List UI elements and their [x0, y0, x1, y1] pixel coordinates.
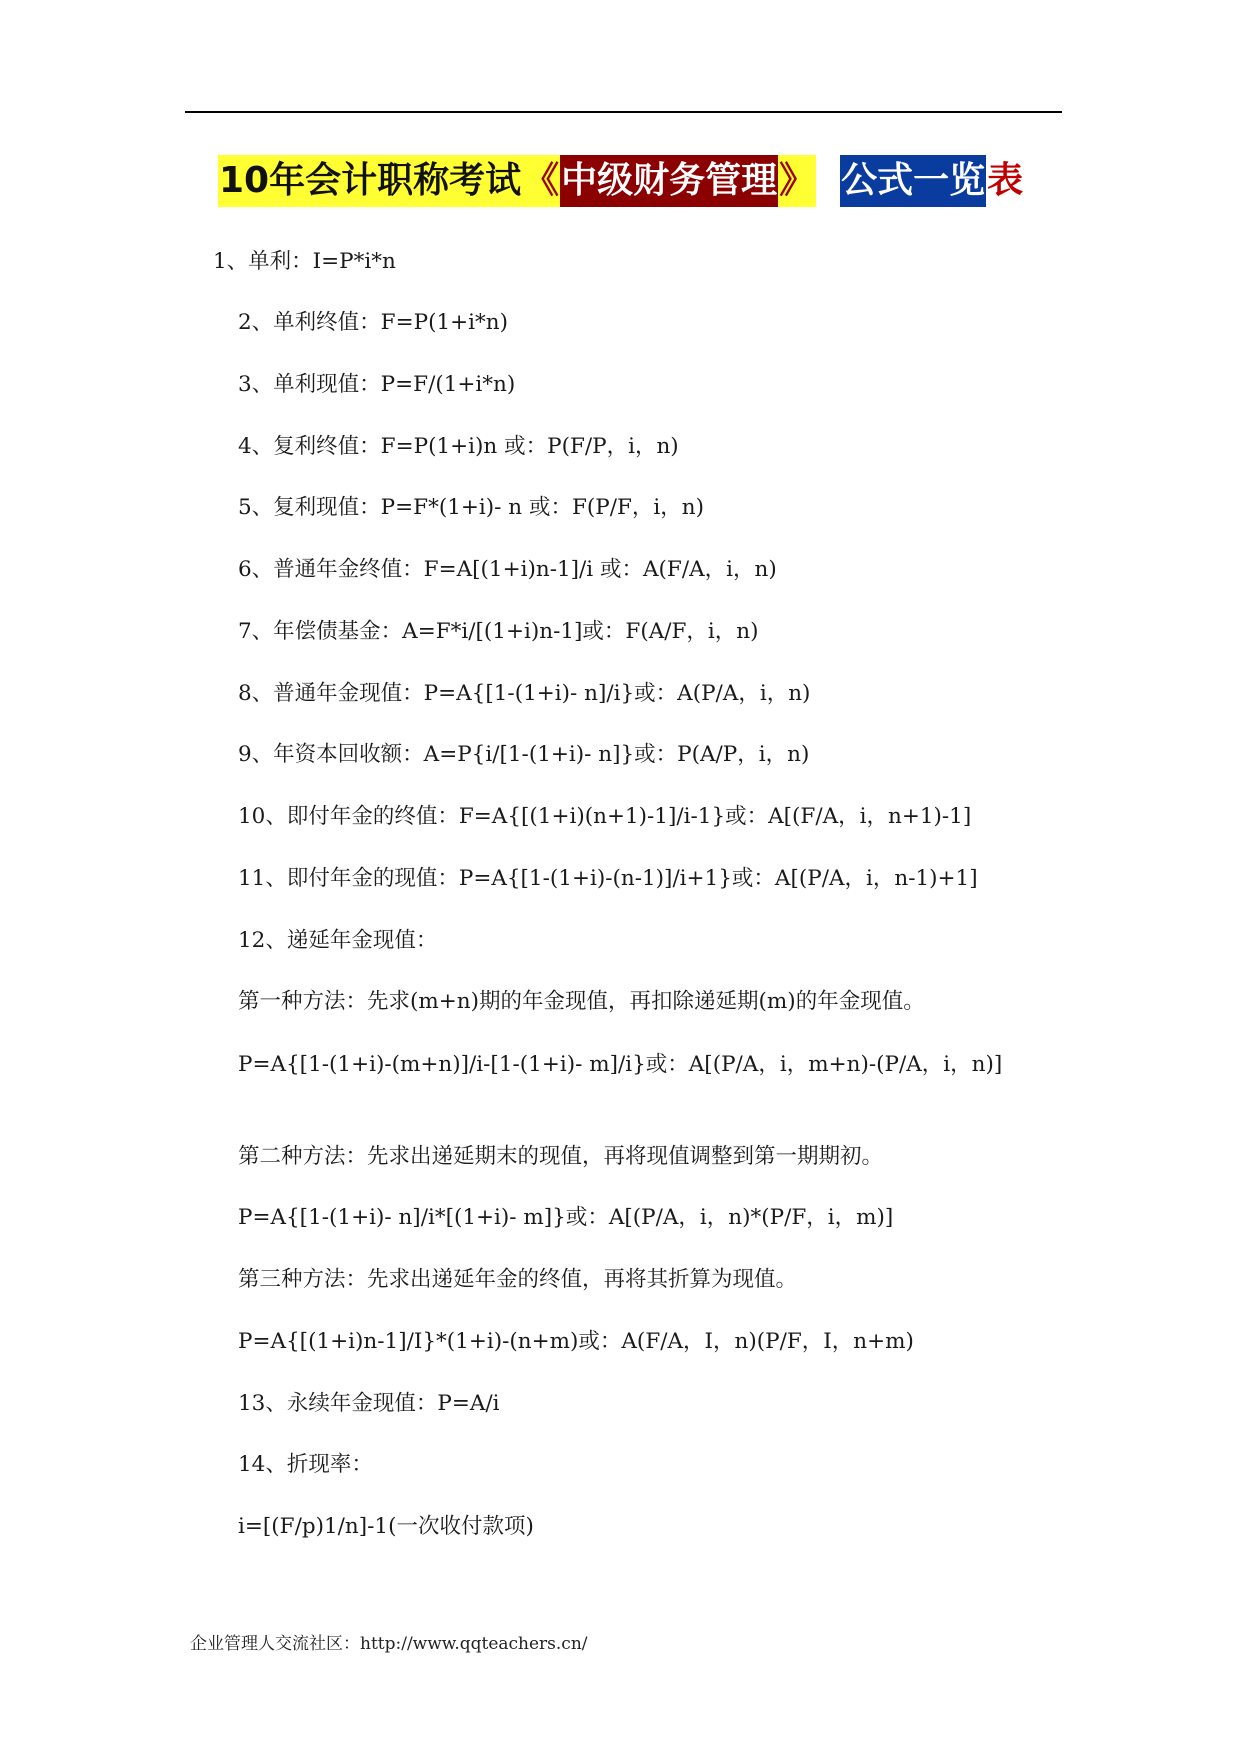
formula-line: 2、单利终值：F=P(1+i*n)	[238, 310, 509, 335]
formula-line: P=A{[(1+i)n-1]/I}*(1+i)-(n+m)或：A(F/A，I，n)(P/F，I，n+m)	[238, 1329, 914, 1354]
header-rule	[185, 111, 1062, 113]
formula-line: 11、即付年金的现值：P=A{[1-(1+i)-(n-1)]/i+1}或：A[(P/A，i，n-1)+1]	[238, 866, 978, 891]
formula-line: 3、单利现值：P=F/(1+i*n)	[238, 372, 516, 397]
formula-line: 8、普通年金现值：P=A{[1-(1+i)- n]/i}或：A(P/A，i，n)	[238, 681, 811, 706]
formula-line: 7、年偿债基金：A=F*i/[(1+i)n-1]或：F(A/F，i，n)	[238, 619, 759, 644]
formula-line: 1、单利：I=P*i*n	[213, 249, 396, 274]
formula-line: 4、复利终值：F=P(1+i)n 或：P(F/P，i，n)	[238, 434, 679, 459]
formula-line: 6、普通年金终值：F=A[(1+i)n-1]/i 或：A(F/A，i，n)	[238, 557, 777, 582]
formula-line-wrapped: P=A{[1-(1+i)-(m+n)]/i-[1-(1+i)- m]/i}或：A[(P/A，i，m+n)-(P/A，i，n)]	[238, 1052, 1003, 1077]
title-part-table: 表	[987, 160, 1024, 201]
formula-line: P=A{[1-(1+i)- n]/i*[(1+i)- m]}或：A[(P/A，i，n)*(P/F，i，m)]	[238, 1205, 894, 1230]
formula-line: 14、折现率：	[238, 1452, 373, 1477]
formula-line: 9、年资本回收额：A=P{i/[1-(1+i)- n]}或：P(A/P，i，n)	[238, 742, 810, 767]
title-quote-open: 《	[522, 155, 560, 207]
title-part-overview: 公式一览	[840, 155, 986, 207]
title-quote-close: 》	[778, 155, 816, 207]
method-description: 第一种方法：先求(m+n)期的年金现值，再扣除递延期(m)的年金现值。	[238, 989, 925, 1014]
formula-line: i=[(F/p)1/n]-1(一次收付款项)	[238, 1514, 534, 1539]
page-title	[218, 155, 1024, 207]
formula-line: 5、复利现值：P=F*(1+i)- n 或：F(P/F，i，n)	[238, 495, 704, 520]
formula-line: 10、即付年金的终值：F=A{[(1+i)(n+1)-1]/i-1}或：A[(F/A，i，n+1)-1]	[238, 804, 972, 829]
method-description: 第三种方法：先求出递延年金的终值，再将其折算为现值。	[238, 1267, 798, 1292]
title-part-subject: 中级财务管理	[560, 155, 778, 207]
formula-line: 13、永续年金现值：P=A/i	[238, 1391, 500, 1416]
title-part-year: 10年会计职称考试	[218, 155, 522, 207]
formula-line: 12、递延年金现值：	[238, 928, 438, 953]
footer-text: 企业管理人交流社区：http://www.qqteachers.cn/	[190, 1634, 588, 1654]
method-description: 第二种方法：先求出递延期末的现值，再将现值调整到第一期期初。	[238, 1144, 884, 1169]
